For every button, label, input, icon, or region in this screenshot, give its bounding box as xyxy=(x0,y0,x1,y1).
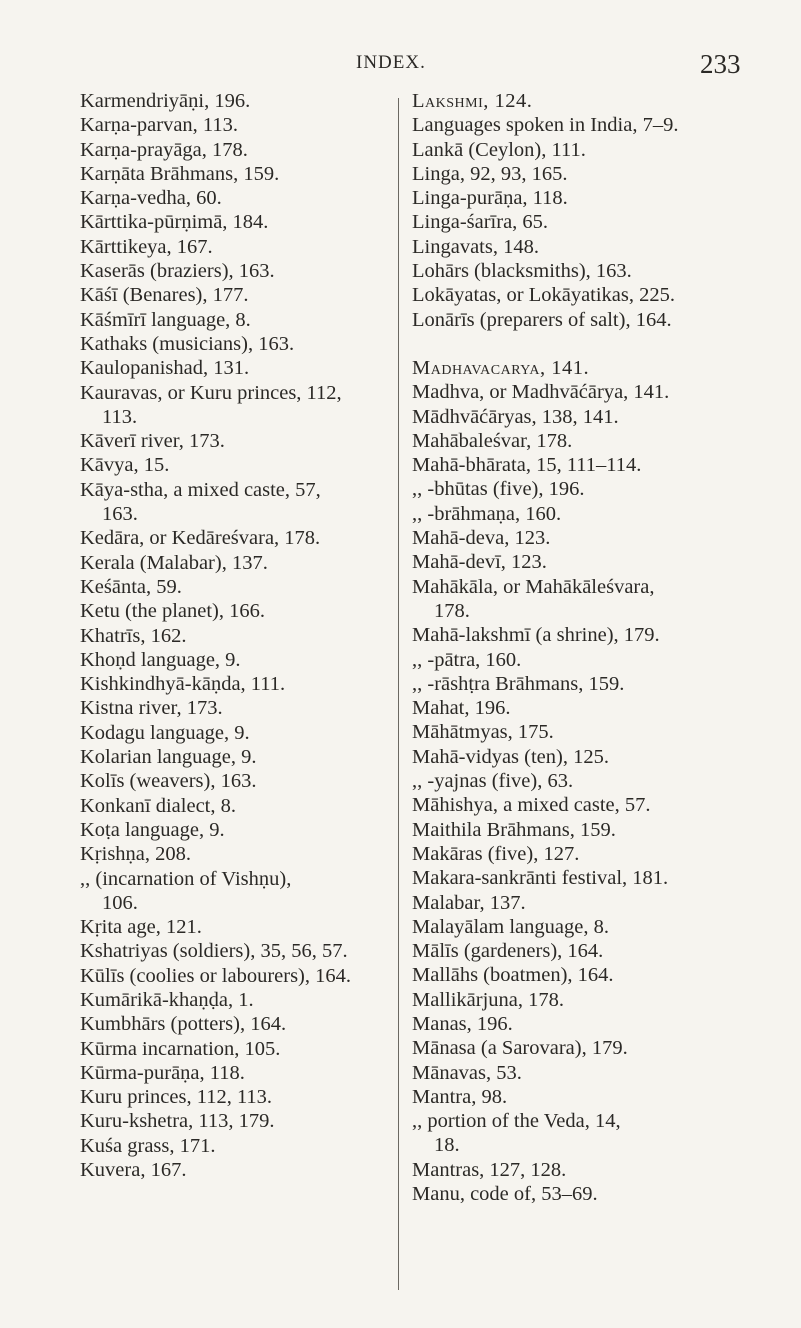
index-entry-text: Lokāyatas, or Lokāyatikas, 225. xyxy=(412,284,676,307)
index-entry-text: Kāśī (Benares), 177. xyxy=(80,284,249,307)
index-entry-text: Kārttika-pūrṇimā, 184. xyxy=(80,211,269,234)
index-entry-text: Kūlīs (coolies or labourers), 164. xyxy=(80,964,351,987)
index-entry-text: Maithila Brāhmans, 159. xyxy=(412,818,616,841)
index-entry xyxy=(80,1061,410,1085)
index-column-left xyxy=(80,89,410,1182)
index-entry xyxy=(80,964,410,988)
index-entry-text: Kuru princes, 112, 113. xyxy=(80,1086,273,1109)
running-title: INDEX. xyxy=(356,52,426,73)
index-entry xyxy=(80,939,410,963)
index-entry xyxy=(412,866,767,890)
index-entry xyxy=(412,138,767,162)
index-entry xyxy=(80,478,410,527)
index-entry-text: Mahā-lakshmī (a shrine), 179. xyxy=(412,624,660,647)
index-entry xyxy=(80,429,410,453)
index-entry xyxy=(412,1036,767,1060)
index-entry-text: Mahābaleśvar, 178. xyxy=(412,429,573,452)
index-entry xyxy=(412,1012,767,1036)
index-entry-text: ,, -yajnas (five), 63. xyxy=(412,770,574,793)
index-entry-text: Kshatriyas (soldiers), 35, 56, 57. xyxy=(80,940,348,963)
index-entry xyxy=(412,793,767,817)
index-entry-text: Kolīs (weavers), 163. xyxy=(80,770,257,793)
index-entry xyxy=(412,186,767,210)
index-entry-text: Madhavacarya, 141. xyxy=(412,356,590,379)
index-entry xyxy=(80,259,410,283)
index-entry-text: ,, -rāshṭra Brāhmans, 159. xyxy=(412,672,625,695)
index-entry xyxy=(412,502,767,526)
index-entry xyxy=(412,210,767,234)
index-entry-text: Mānasa (a Sarovara), 179. xyxy=(412,1037,628,1060)
index-entry-text: ,, -bhūtas (five), 196. xyxy=(412,478,585,501)
index-entry xyxy=(80,575,410,599)
index-entry xyxy=(80,867,410,916)
index-entry-text: ,, (incarnation of Vishṇu), xyxy=(80,867,292,890)
index-entry xyxy=(80,818,410,842)
index-entry xyxy=(80,308,410,332)
index-entry-text: Karṇa-parvan, 113. xyxy=(80,114,239,137)
index-entry-text: ,, -pātra, 160. xyxy=(412,648,522,671)
index-entry-continuation: 163. xyxy=(102,503,138,526)
index-entry xyxy=(412,1109,767,1158)
index-entry-text: Mantras, 127, 128. xyxy=(412,1158,567,1181)
page-header xyxy=(0,49,801,82)
index-entry xyxy=(412,1085,767,1109)
index-entry xyxy=(412,113,767,137)
index-entry xyxy=(412,1158,767,1182)
index-entry-text: Mahā-deva, 123. xyxy=(412,527,551,550)
index-entry xyxy=(412,235,767,259)
index-entry xyxy=(412,842,767,866)
index-entry-text: Kishkindhyā-kāṇda, 111. xyxy=(80,673,286,696)
index-entry-text: Kumārikā-khaṇḍa, 1. xyxy=(80,988,254,1011)
index-entry-text: Kūrma incarnation, 105. xyxy=(80,1037,281,1060)
index-entry-text: Makāras (five), 127. xyxy=(412,842,580,865)
index-entry xyxy=(80,1037,410,1061)
index-entry xyxy=(80,648,410,672)
index-entry xyxy=(80,138,410,162)
index-entry-text: Lonārīs (preparers of salt), 164. xyxy=(412,308,672,331)
index-entry xyxy=(80,599,410,623)
index-entry-text: Kāya-stha, a mixed caste, 57, xyxy=(80,478,321,501)
index-entry xyxy=(412,720,767,744)
index-entry xyxy=(80,696,410,720)
index-entry-text: Māhishya, a mixed caste, 57. xyxy=(412,794,651,817)
index-entry-text: Karṇa-vedha, 60. xyxy=(80,187,222,210)
index-entry-continuation: 106. xyxy=(102,891,138,914)
index-entry xyxy=(412,283,767,307)
index-entry xyxy=(80,551,410,575)
index-entry-text: Mahā-vidyas (ten), 125. xyxy=(412,745,609,768)
index-entry xyxy=(80,1134,410,1158)
index-entry-text: Kṛita age, 121. xyxy=(80,916,202,939)
index-entry-text: Kuru-kshetra, 113, 179. xyxy=(80,1110,275,1133)
index-entry-text: Kaulopanishad, 131. xyxy=(80,357,250,380)
index-entry xyxy=(412,429,767,453)
index-entry-text: Makara-sankrānti festival, 181. xyxy=(412,867,669,890)
index-entry-text: ,, portion of the Veda, 14, xyxy=(412,1110,621,1133)
index-entry xyxy=(412,308,767,332)
index-entry-text: Lohārs (blacksmiths), 163. xyxy=(412,260,632,283)
index-entry-text: Kṛishṇa, 208. xyxy=(80,843,192,866)
index-entry-text: Mallikārjuna, 178. xyxy=(412,988,565,1011)
index-entry-text: Kārttikeya, 167. xyxy=(80,235,213,258)
index-entry xyxy=(80,794,410,818)
index-entry-text: Lingavats, 148. xyxy=(412,235,539,258)
index-entry xyxy=(412,648,767,672)
index-entry-text: Keśānta, 59. xyxy=(80,575,182,598)
index-entry xyxy=(412,915,767,939)
index-entry-text: Kāśmīrī language, 8. xyxy=(80,308,251,331)
index-entry-text: Kodagu language, 9. xyxy=(80,721,250,744)
index-entry-text: Mahākāla, or Mahākāleśvara, xyxy=(412,575,655,598)
index-entry xyxy=(412,575,767,624)
index-entry-text: Kaserās (braziers), 163. xyxy=(80,260,275,283)
index-entry-text: Kūrma-purāṇa, 118. xyxy=(80,1061,245,1084)
index-entry xyxy=(412,89,767,113)
index-entry xyxy=(80,210,410,234)
index-entry-continuation: 113. xyxy=(102,405,138,428)
index-entry-text: Kolarian language, 9. xyxy=(80,746,257,769)
index-entry xyxy=(80,162,410,186)
index-entry xyxy=(412,988,767,1012)
index-entry xyxy=(412,405,767,429)
index-entry xyxy=(412,1061,767,1085)
index-entry-text: Kumbhārs (potters), 164. xyxy=(80,1013,287,1036)
index-entry xyxy=(412,526,767,550)
index-entry xyxy=(412,453,767,477)
index-entry-text: Kuvera, 167. xyxy=(80,1159,187,1182)
index-entry-text: Lakshmi, 124. xyxy=(412,90,533,112)
index-entry xyxy=(80,332,410,356)
index-entry-continuation: 18. xyxy=(434,1134,460,1157)
index-entry-text: Mahat, 196. xyxy=(412,697,511,720)
index-entry xyxy=(80,624,410,648)
index-entry xyxy=(412,356,767,380)
index-entry xyxy=(412,1182,767,1206)
index-entry-continuation: 178. xyxy=(434,599,470,622)
index-entry-text: Kāvya, 15. xyxy=(80,454,170,477)
index-entry xyxy=(80,769,410,793)
index-entry-text: Koṭa language, 9. xyxy=(80,818,225,841)
index-entry-text: Mādhvāćāryas, 138, 141. xyxy=(412,405,619,428)
index-entry-text: Khoṇd language, 9. xyxy=(80,648,241,671)
index-entry xyxy=(80,1158,410,1182)
index-entry-text: Kerala (Malabar), 137. xyxy=(80,551,268,574)
index-entry-text: Linga-purāṇa, 118. xyxy=(412,187,568,210)
index-entry-text: Mālīs (gardeners), 164. xyxy=(412,940,604,963)
index-entry xyxy=(80,1109,410,1133)
index-entry xyxy=(80,113,410,137)
index-entry xyxy=(80,381,410,430)
index-entry xyxy=(80,283,410,307)
index-entry xyxy=(412,891,767,915)
index-entry-text: Languages spoken in India, 7–9. xyxy=(412,114,679,137)
index-entry-text: Linga, 92, 93, 165. xyxy=(412,162,568,185)
index-entry xyxy=(412,623,767,647)
index-entry-text: Kuśa grass, 171. xyxy=(80,1134,216,1157)
index-entry-text: Malabar, 137. xyxy=(412,891,526,914)
index-entry-text: Kathaks (musicians), 163. xyxy=(80,332,295,355)
index-entry-text: Karṇa-prayāga, 178. xyxy=(80,138,248,161)
index-entry xyxy=(80,672,410,696)
index-entry xyxy=(80,526,410,550)
index-entry-text: Mahā-bhārata, 15, 111–114. xyxy=(412,454,642,477)
index-entry-text: Konkanī dialect, 8. xyxy=(80,794,236,817)
index-entry xyxy=(80,186,410,210)
index-entry xyxy=(80,988,410,1012)
index-entry xyxy=(412,477,767,501)
index-entry-text: Malayālam language, 8. xyxy=(412,915,609,938)
index-entry xyxy=(80,745,410,769)
index-entry xyxy=(412,259,767,283)
index-entry xyxy=(80,1085,410,1109)
index-entry-text: Madhva, or Madhvāćārya, 141. xyxy=(412,381,670,404)
index-entry xyxy=(412,939,767,963)
index-entry xyxy=(80,842,410,866)
column-divider xyxy=(398,98,399,1290)
index-entry xyxy=(412,745,767,769)
index-entry xyxy=(80,235,410,259)
index-entry-text: Māhātmyas, 175. xyxy=(412,721,554,744)
index-entry xyxy=(412,672,767,696)
index-entry-text: Mahā-devī, 123. xyxy=(412,551,547,574)
index-entry xyxy=(80,915,410,939)
index-entry-text: Mānavas, 53. xyxy=(412,1061,522,1084)
index-entry-text: Mantra, 98. xyxy=(412,1085,508,1108)
index-entry-text: Karṇāta Brāhmans, 159. xyxy=(80,162,280,185)
index-entry-text: Kauravas, or Kuru princes, 112, xyxy=(80,381,342,404)
index-entry-text: Kistna river, 173. xyxy=(80,697,223,720)
index-entry xyxy=(412,380,767,404)
index-entry xyxy=(412,162,767,186)
index-entry xyxy=(412,769,767,793)
index-column-right xyxy=(412,89,767,1206)
index-entry-text: Kāverī river, 173. xyxy=(80,430,225,453)
index-entry xyxy=(412,696,767,720)
index-entry-text: Kedāra, or Kedāreśvara, 178. xyxy=(80,527,321,550)
index-entry-text: Manu, code of, 53–69. xyxy=(412,1183,598,1206)
index-entry xyxy=(412,963,767,987)
index-entry xyxy=(80,356,410,380)
page-number: 233 xyxy=(700,49,741,79)
index-entry-text: Karmendriyāṇi, 196. xyxy=(80,90,251,112)
index-entry xyxy=(412,550,767,574)
index-entry xyxy=(80,453,410,477)
index-entry-text: Manas, 196. xyxy=(412,1012,513,1035)
index-entry-text: Mallāhs (boatmen), 164. xyxy=(412,964,614,987)
index-entry-text: Linga-śarīra, 65. xyxy=(412,211,549,234)
index-entry xyxy=(80,721,410,745)
index-entry-text: Lankā (Ceylon), 111. xyxy=(412,138,586,161)
index-entry-text: Khatrīs, 162. xyxy=(80,624,187,647)
index-entry xyxy=(412,818,767,842)
index-entry xyxy=(80,89,410,113)
index-entry-text: ,, -brāhmaṇa, 160. xyxy=(412,502,562,525)
index-entry-text: Ketu (the planet), 166. xyxy=(80,600,266,623)
index-entry xyxy=(80,1012,410,1036)
